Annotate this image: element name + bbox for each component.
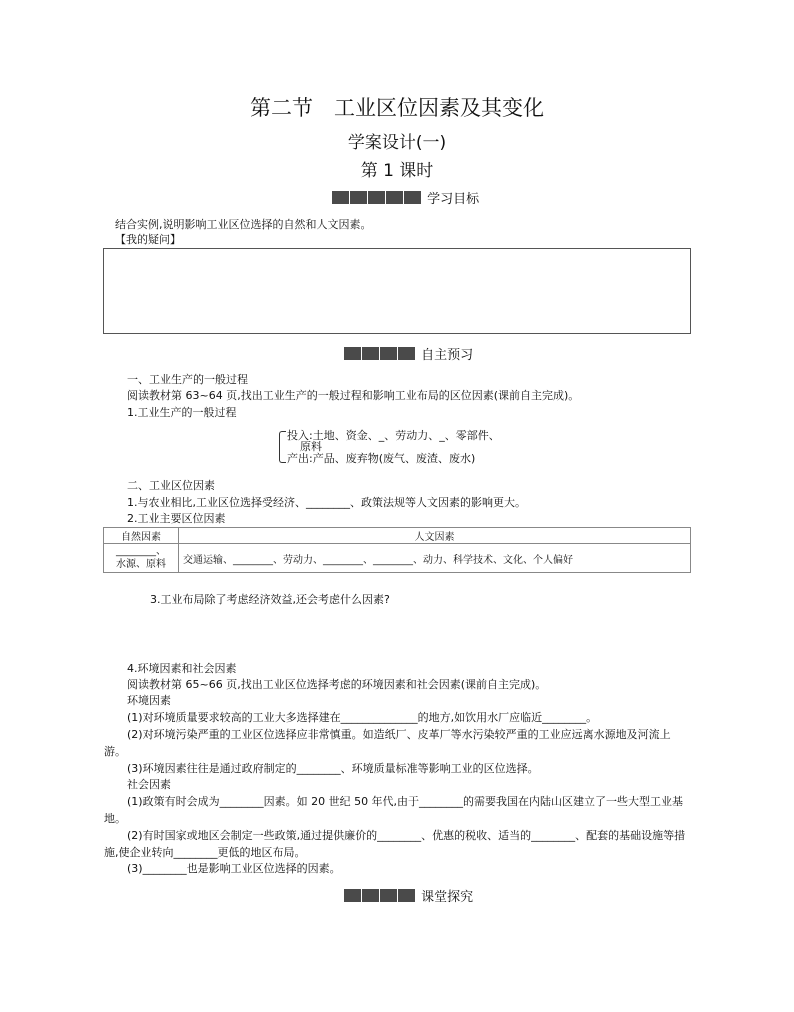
part1-heading: 一、工业生产的一般过程 bbox=[127, 373, 248, 386]
question-label: 【我的疑问】 bbox=[115, 233, 181, 246]
page-subtitle: 学案设计(一) bbox=[347, 133, 447, 153]
cell-natural bbox=[104, 544, 179, 573]
env-label: 环境因素 bbox=[127, 694, 171, 707]
lesson-label: 第 1 课时 bbox=[360, 161, 434, 181]
bracket-icon bbox=[279, 431, 286, 463]
part1-instruction: 阅读教材第 63~64 页,找出工业生产的一般过程和影响工业布局的区位因素(课前自主完成)。 bbox=[127, 389, 580, 402]
section-bar-icon bbox=[332, 189, 422, 208]
table-header-row bbox=[104, 528, 691, 544]
section-bar-icon bbox=[344, 345, 416, 364]
table-row bbox=[104, 544, 691, 573]
cell-human: 交通运输、________、劳动力、________、________、动力、科学技术、文化、个人偏好 bbox=[179, 544, 691, 573]
factors-table bbox=[103, 527, 691, 573]
soc-item1a: (1)政策有时会成为________因素。如 20 世纪 50 年代,由于________的需要我国在内陆山区建立了一些大型工业基 bbox=[127, 795, 684, 808]
natural-value-line1: ________、 bbox=[116, 546, 166, 557]
output-line: 产出:产品、废弃物(废气、废渣、废水) bbox=[287, 452, 476, 465]
part2-item2: 2.工业主要区位因素 bbox=[127, 512, 226, 525]
part2-item3: 3.工业布局除了考虑经济效益,还会考虑什么因素? bbox=[150, 593, 390, 606]
env-item3: (3)环境因素往往是通过政府制定的________、环境质量标准等影响工业的区位选择。 bbox=[127, 762, 539, 775]
natural-value-line2: 水源、原料 bbox=[116, 559, 166, 570]
section-explore-header bbox=[344, 886, 473, 906]
goals-text: 结合实例,说明影响工业区位选择的自然和人文因素。 bbox=[115, 218, 372, 231]
section-preview-header bbox=[344, 344, 473, 364]
input-line-2: 原料 bbox=[300, 440, 322, 453]
env-item2b: 游。 bbox=[104, 745, 126, 758]
input-line: 投入:土地、资金、_、劳动力、_、零部件、 bbox=[287, 429, 500, 442]
section-bar-icon bbox=[344, 887, 416, 906]
part2-heading: 二、工业区位因素 bbox=[127, 479, 215, 492]
part2-item1: 1.与农业相比,工业区位选择受经济、________、政策法规等人文因素的影响更大。 bbox=[127, 496, 526, 509]
part3-instruction: 阅读教材第 65~66 页,找出工业区位选择考虑的环境因素和社会因素(课前自主完成)。 bbox=[127, 678, 547, 691]
env-item1: (1)对环境质量要求较高的工业大多选择建在______________的地方,如饮用水厂应临近________。 bbox=[127, 711, 598, 724]
header-natural: 自然因素 bbox=[104, 528, 179, 544]
section-goals-header bbox=[332, 188, 479, 208]
section-explore-title: 课堂探究 bbox=[421, 890, 474, 905]
env-item2a: (2)对环境污染严重的工业区位选择应非常慎重。如造纸厂、皮革厂等水污染较严重的工业应远离水源地及河流上 bbox=[127, 728, 671, 741]
header-human: 人文因素 bbox=[179, 528, 691, 544]
soc-item3: (3)________也是影响工业区位选择的因素。 bbox=[127, 862, 341, 875]
soc-item1b: 地。 bbox=[104, 812, 126, 825]
section-preview-title: 自主预习 bbox=[421, 348, 474, 363]
question-box[interactable] bbox=[103, 248, 691, 334]
soc-item2b: 施,使企业转向________更低的地区布局。 bbox=[104, 846, 306, 859]
part1-item1: 1.工业生产的一般过程 bbox=[127, 406, 237, 419]
soc-label: 社会因素 bbox=[127, 778, 171, 791]
section-goals-title: 学习目标 bbox=[427, 192, 480, 207]
page-title: 第二节 工业区位因素及其变化 bbox=[250, 96, 544, 120]
part3-heading: 4.环境因素和社会因素 bbox=[127, 662, 237, 675]
soc-item2a: (2)有时国家或地区会制定一些政策,通过提供廉价的________、优惠的税收、适当的________、配套的基础设施等措 bbox=[127, 829, 686, 842]
